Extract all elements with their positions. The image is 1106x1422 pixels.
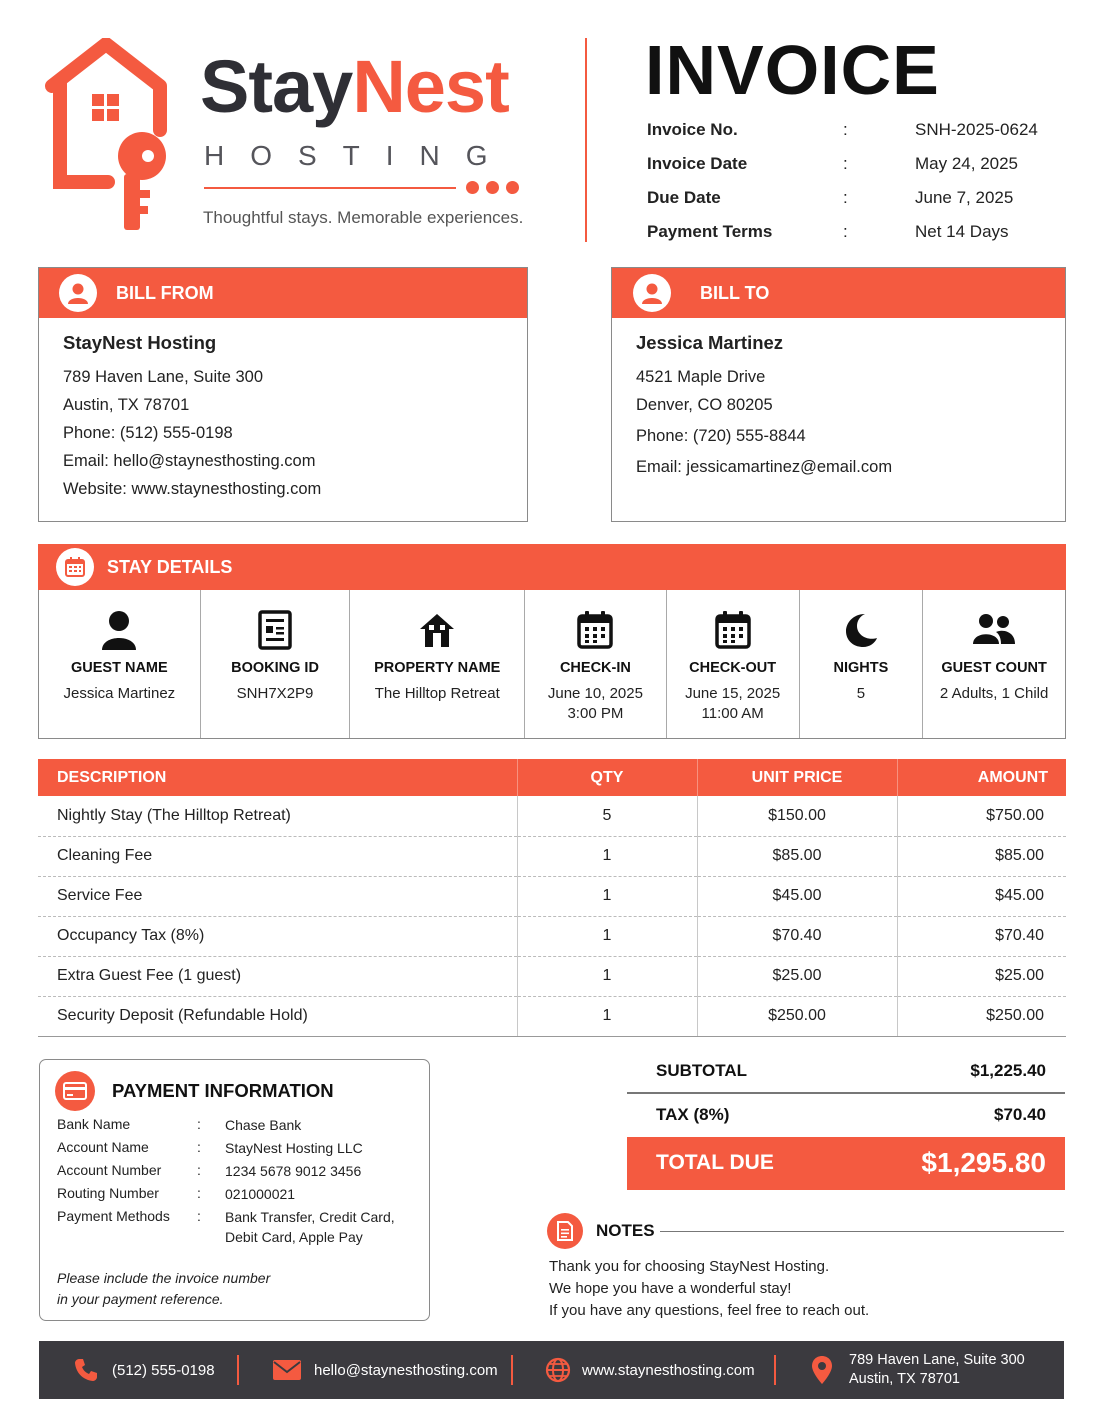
item-qty: 1 — [517, 876, 697, 916]
item-amount: $85.00 — [897, 836, 1066, 876]
tax-label: TAX (8%) — [656, 1105, 730, 1124]
stay-label: GUEST NAME — [71, 660, 168, 676]
stay-cell-guest-name — [39, 590, 201, 738]
table-header-row — [38, 759, 1066, 796]
document-icon — [258, 610, 292, 650]
subtotal-value: $1,225.40 — [970, 1061, 1046, 1080]
item-unit-price: $85.00 — [697, 836, 897, 876]
notes-line: If you have any questions, feel free to reach out. — [549, 1302, 870, 1319]
footer-phone[interactable]: (512) 555-0198 — [73, 1341, 215, 1399]
meta-label: Due Date — [647, 188, 721, 207]
meta-sep: : — [843, 222, 848, 241]
item-unit-price: $25.00 — [697, 956, 897, 996]
stay-label: PROPERTY NAME — [374, 660, 501, 676]
item-description: Extra Guest Fee (1 guest) — [38, 956, 517, 996]
table-row — [38, 956, 1066, 996]
brand-tagline: Thoughtful stays. Memorable experiences. — [203, 208, 524, 227]
footer-separator — [774, 1355, 776, 1385]
header-divider — [585, 38, 587, 242]
payment-note: Please include the invoice number in your payment reference. — [57, 1270, 271, 1307]
brand-subtitle: HOSTING — [204, 140, 514, 171]
bill-from-line: 789 Haven Lane, Suite 300 — [63, 368, 263, 386]
total-due-value: $1,295.80 — [921, 1147, 1046, 1178]
bill-from-name: StayNest Hosting — [63, 332, 217, 353]
calendar-icon — [576, 610, 614, 650]
column-header: UNIT PRICE — [697, 759, 897, 796]
item-unit-price: $70.40 — [697, 916, 897, 956]
footer-bar — [39, 1341, 1064, 1399]
brand-name-part1: Stay — [200, 45, 353, 128]
item-amount: $45.00 — [897, 876, 1066, 916]
stay-value: June 15, 2025 11:00 AM — [685, 685, 781, 722]
notes-line: Thank you for choosing StayNest Hosting. — [549, 1258, 830, 1275]
note-icon — [547, 1213, 583, 1249]
notes-heading: NOTES — [596, 1221, 655, 1240]
table-row — [38, 876, 1066, 916]
stay-cell-check-in — [525, 590, 667, 738]
credit-card-icon — [55, 1071, 95, 1111]
meta-value: Net 14 Days — [915, 222, 1009, 241]
calendar-icon — [714, 610, 752, 650]
item-description: Cleaning Fee — [38, 836, 517, 876]
item-qty: 1 — [517, 916, 697, 956]
stay-value: June 10, 2025 3:00 PM — [547, 685, 643, 722]
item-amount: $70.40 — [897, 916, 1066, 956]
stay-label: CHECK-OUT — [689, 660, 777, 676]
column-header: DESCRIPTION — [38, 759, 517, 796]
bill-from-line: Austin, TX 78701 — [63, 396, 190, 414]
user-icon — [59, 274, 97, 312]
group-icon — [972, 612, 1016, 648]
item-description: Occupancy Tax (8%) — [38, 916, 517, 956]
bill-to-phone: Phone: (720) 555-8844 — [636, 427, 806, 445]
table-row — [38, 916, 1066, 956]
item-qty: 1 — [517, 836, 697, 876]
meta-sep: : — [843, 120, 848, 139]
stay-cell-check-out — [667, 590, 800, 738]
item-qty: 5 — [517, 796, 697, 836]
footer-website[interactable]: www.staynesthosting.com — [545, 1341, 755, 1399]
stay-label: CHECK-IN — [559, 660, 631, 676]
bill-to-email: Email: jessicamartinez@email.com — [636, 458, 893, 476]
item-unit-price: $250.00 — [697, 996, 897, 1036]
logo-house-key-icon — [44, 38, 170, 236]
bill-to-line: 4521 Maple Drive — [636, 368, 766, 386]
meta-value: May 24, 2025 — [915, 154, 1019, 173]
stay-cell-property-name — [350, 590, 525, 738]
item-description: Service Fee — [38, 876, 517, 916]
footer-email[interactable]: hello@staynesthosting.com — [273, 1341, 498, 1399]
stay-value: 5 — [856, 685, 866, 702]
calendar-icon — [56, 548, 94, 586]
total-due-label: TOTAL DUE — [656, 1151, 774, 1174]
footer-separator — [237, 1355, 239, 1385]
item-unit-price: $150.00 — [697, 796, 897, 836]
meta-sep: : — [843, 154, 848, 173]
house-icon — [418, 611, 456, 649]
column-header: AMOUNT — [897, 759, 1066, 796]
notes-divider — [660, 1231, 1064, 1232]
table-row — [38, 836, 1066, 876]
brand-name-part2: Nest — [352, 45, 509, 128]
item-amount: $750.00 — [897, 796, 1066, 836]
footer-separator — [511, 1355, 513, 1385]
user-icon — [633, 274, 671, 312]
table-row — [38, 996, 1066, 1036]
subtotal-label: SUBTOTAL — [656, 1061, 747, 1080]
item-qty: 1 — [517, 996, 697, 1036]
footer-address: 789 Haven Lane, Suite 300 Austin, TX 78701 — [811, 1341, 1025, 1399]
item-qty: 1 — [517, 956, 697, 996]
stay-label: NIGHTS — [833, 660, 889, 676]
brand-dots — [466, 181, 526, 199]
stay-details-heading: STAY DETAILS — [107, 557, 233, 577]
bill-to-box — [611, 267, 1066, 522]
payment-info-box: PAYMENT INFORMATION Bank Name : Chase Bank Account Name : StayNest Hosting LLC Account Number : 1234 5678 9012 3456 Routing Number : 021000021 Payment Methods : Bank Transfer, Credit Card, Debit Card, Apple Pay Please include the invoice number in your payment reference. — [39, 1059, 430, 1321]
item-amount: $25.00 — [897, 956, 1066, 996]
column-header: QTY — [517, 759, 697, 796]
invoice-title: INVOICE — [645, 31, 940, 109]
stay-cell-booking-id — [201, 590, 351, 738]
item-description: Nightly Stay (The Hilltop Retreat) — [38, 796, 517, 836]
meta-value: June 7, 2025 — [915, 188, 1014, 207]
totals-divider — [627, 1092, 1065, 1094]
stay-value: 2 Adults, 1 Child — [939, 685, 1049, 702]
bill-to-heading: BILL TO — [700, 282, 770, 303]
meta-label: Invoice No. — [647, 120, 738, 139]
bill-to-name: Jessica Martinez — [636, 332, 784, 353]
stay-value: The Hilltop Retreat — [374, 685, 500, 702]
bill-from-phone: Phone: (512) 555-0198 — [63, 424, 233, 442]
bill-from-header — [39, 268, 527, 318]
stay-cell-guest-count — [923, 590, 1065, 738]
phone-icon — [73, 1357, 99, 1383]
bill-to-line: Denver, CO 80205 — [636, 396, 773, 414]
bill-to-header — [612, 268, 1065, 318]
meta-label: Invoice Date — [647, 154, 748, 173]
stay-label: BOOKING ID — [231, 660, 319, 676]
total-due-bar — [627, 1137, 1065, 1190]
notes-line: We hope you have a wonderful stay! — [549, 1280, 792, 1297]
notes-body — [549, 1256, 869, 1322]
table-row — [38, 796, 1066, 836]
item-unit-price: $45.00 — [697, 876, 897, 916]
person-icon — [100, 610, 138, 650]
stay-value: SNH7X2P9 — [236, 685, 314, 702]
stay-value: Jessica Martinez — [63, 685, 176, 702]
bill-from-email: Email: hello@staynesthosting.com — [63, 452, 316, 470]
item-description: Security Deposit (Refundable Hold) — [38, 996, 517, 1036]
mail-icon — [273, 1360, 301, 1380]
bill-from-heading: BILL FROM — [116, 282, 214, 303]
bill-from-box — [38, 267, 528, 522]
stay-details-header — [38, 544, 1066, 590]
bill-from-website: Website: www.staynesthosting.com — [63, 480, 322, 498]
stay-details-grid — [38, 590, 1066, 739]
tax-value: $70.40 — [994, 1105, 1046, 1124]
meta-value: SNH-2025-0624 — [915, 120, 1038, 139]
meta-sep: : — [843, 188, 848, 207]
brand-wordmark — [200, 45, 509, 128]
meta-label: Payment Terms — [647, 222, 773, 241]
moon-icon — [843, 611, 879, 649]
item-amount: $250.00 — [897, 996, 1066, 1036]
stay-cell-nights — [800, 590, 924, 738]
line-items-table — [38, 759, 1066, 1037]
globe-icon — [545, 1357, 571, 1383]
brand-underline — [204, 187, 456, 189]
stay-label: GUEST COUNT — [941, 660, 1047, 676]
location-pin-icon — [811, 1355, 833, 1385]
payment-heading: PAYMENT INFORMATION — [112, 1080, 334, 1101]
